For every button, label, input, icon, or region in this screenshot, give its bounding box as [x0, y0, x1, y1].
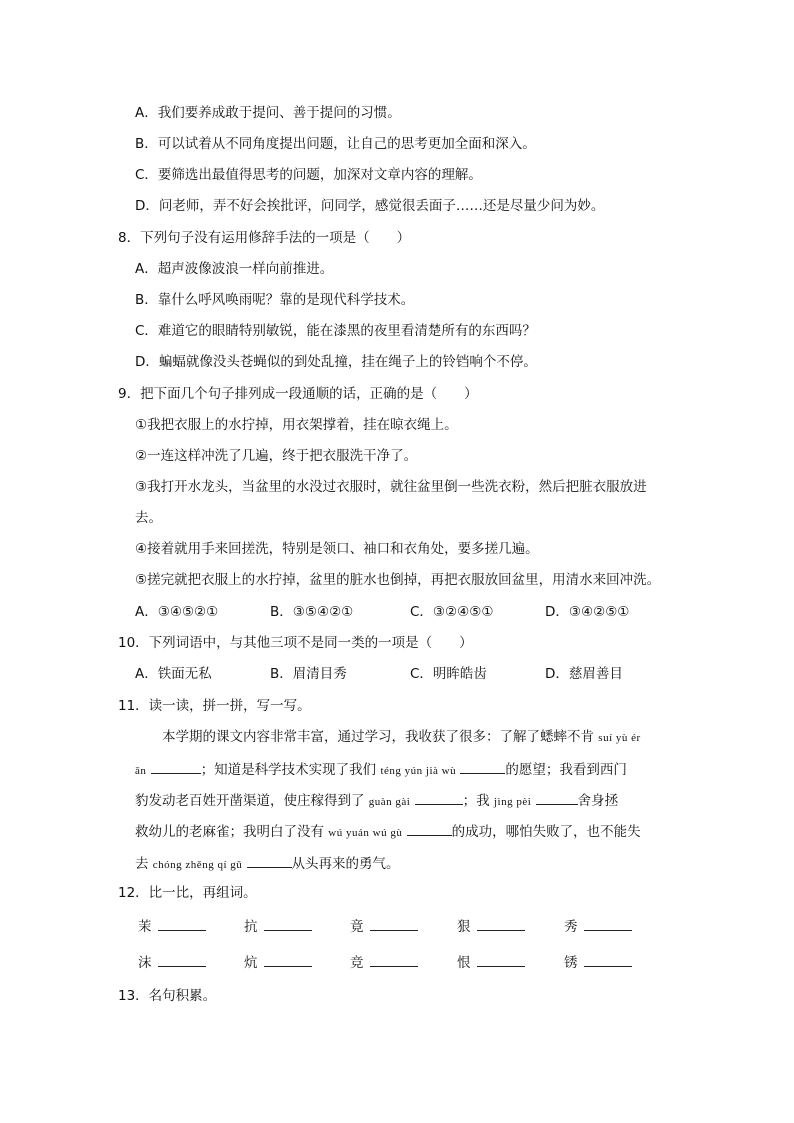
q12-stem: 12．比一比，再组词。 [118, 885, 257, 901]
compare-char: 秀 [564, 919, 578, 935]
q11-text: ；知道是科学技术实现了我们 [200, 762, 377, 778]
q11-text: 舍身拯 [577, 793, 619, 809]
q10-option-d: D．慈眉善目 [545, 666, 623, 682]
q8-option-a: A．超声波像波浪一样向前推进。 [135, 261, 334, 277]
word-blank[interactable] [477, 916, 525, 931]
compare-char-cell [244, 916, 312, 936]
answer-blank[interactable] [460, 759, 505, 774]
q9-sentence-3-cont: 去。 [135, 510, 162, 526]
compare-char: 炕 [244, 955, 258, 971]
compare-char: 竞 [350, 955, 364, 971]
q7-option-d: D．问老师，弄不好会挨批评，问同学，感觉很丢面子……还是尽量少问为妙。 [135, 198, 605, 214]
q9-option-d: D．③④②⑤① [545, 604, 630, 620]
compare-char: 沫 [138, 955, 152, 971]
word-blank[interactable] [370, 952, 418, 967]
q8-option-b: B．靠什么呼风唤雨呢？靠的是现代科学技术。 [135, 292, 415, 308]
q11-text: 去 [135, 856, 149, 872]
q9-stem: 9．把下面几个句子排列成一段通顺的话，正确的是（ ） [118, 386, 478, 402]
compare-char: 竟 [350, 919, 364, 935]
compare-char-cell [457, 916, 525, 936]
compare-char-cell [564, 952, 632, 972]
compare-char: 狠 [457, 919, 471, 935]
compare-char-cell [564, 916, 632, 936]
pinyin-prompt: suí yù ér [598, 732, 641, 744]
q11-text: 救幼儿的老麻雀；我明白了没有 [135, 824, 324, 840]
q11-text: ；我 [462, 793, 490, 809]
q9-sentence-2: ②一连这样冲洗了几遍，终于把衣服洗干净了。 [135, 448, 418, 464]
q11-line-3 [135, 790, 618, 811]
compare-char-cell [138, 916, 206, 936]
q7-option-b: B．可以试着从不同角度提出问题，让自己的思考更加全面和深入。 [135, 136, 536, 152]
q9-option-a: A．③④⑤②① [135, 604, 219, 620]
word-blank[interactable] [584, 952, 632, 967]
compare-char-cell [457, 952, 525, 972]
compare-char-cell [350, 916, 418, 936]
word-blank[interactable] [370, 916, 418, 931]
word-blank[interactable] [264, 952, 312, 967]
pinyin-prompt: téng yún jià wù [380, 765, 457, 777]
compare-char: 恨 [457, 955, 471, 971]
answer-blank[interactable] [247, 853, 292, 868]
pinyin-prompt: guàn gài [368, 796, 411, 808]
q11-line-4 [135, 821, 641, 842]
q11-line-5 [135, 853, 400, 874]
q11-text: 的愿望；我看到西门 [505, 762, 627, 778]
q10-option-b: B．眉清目秀 [270, 666, 347, 682]
word-blank[interactable] [477, 952, 525, 967]
compare-char-cell [350, 952, 418, 972]
compare-char-cell [138, 952, 206, 972]
answer-blank[interactable] [536, 790, 578, 805]
compare-char: 茉 [138, 919, 152, 935]
q9-option-c: C．③②④⑤① [410, 604, 494, 620]
word-blank[interactable] [158, 916, 206, 931]
pinyin-prompt: chóng zhěng qí gǔ [152, 859, 243, 871]
q11-line-1 [162, 728, 641, 747]
word-blank[interactable] [158, 952, 206, 967]
pinyin-prompt: jìng pèi [493, 796, 532, 808]
q8-option-d: D．蝙蝠就像没头苍蝇似的到处乱撞，挂在绳子上的铃铛响个不停。 [135, 354, 537, 370]
compare-char: 锈 [564, 955, 578, 971]
q11-text: 豹发动老百姓开凿渠道，使庄稼得到了 [135, 793, 365, 809]
answer-blank[interactable] [151, 759, 201, 774]
q9-sentence-1: ①我把衣服上的水拧掉，用衣架撑着，挂在晾衣绳上。 [135, 417, 458, 433]
pinyin-prompt: wú yuán wú gù [328, 827, 403, 839]
q10-stem: 10．下列词语中，与其他三项不是同一类的一项是（ ） [118, 635, 473, 651]
word-blank[interactable] [264, 916, 312, 931]
q9-sentence-5: ⑤搓完就把衣服上的水拧掉，盆里的脏水也倒掉，再把衣服放回盆里，用清水来回冲洗。 [135, 572, 661, 588]
q11-text: 本学期的课文内容非常丰富，通过学习，我收获了很多：了解了蟋蟀不肯 [162, 729, 594, 745]
q8-option-c: C．难道它的眼睛特别敏锐，能在漆黑的夜里看清楚所有的东西吗？ [135, 323, 536, 339]
q9-sentence-3: ③我打开水龙头，当盆里的水没过衣服时，就往盆里倒一些洗衣粉，然后把脏衣服放进 [135, 479, 647, 495]
q10-option-c: C．明眸皓齿 [410, 666, 487, 682]
q7-option-a: A．我们要养成敢于提问、善于提问的习惯。 [135, 105, 401, 121]
q8-stem: 8．下列句子没有运用修辞手法的一项是（ ） [118, 230, 411, 246]
answer-blank[interactable] [407, 821, 452, 836]
q7-option-c: C．要筛选出最值得思考的问题，加深对文章内容的理解。 [135, 167, 482, 183]
q11-text: 的成功，哪怕失败了，也不能失 [451, 824, 641, 840]
compare-char-cell [244, 952, 312, 972]
q9-option-b: B．③⑤④②① [270, 604, 354, 620]
q10-option-a: A．铁面无私 [135, 666, 212, 682]
q13-stem: 13．名句积累。 [118, 988, 217, 1004]
word-blank[interactable] [584, 916, 632, 931]
answer-blank[interactable] [415, 790, 463, 805]
q11-line-2 [135, 759, 627, 780]
q11-stem: 11．读一读，拼一拼，写一写。 [118, 698, 311, 714]
pinyin-prompt: ān [135, 765, 147, 777]
q9-sentence-4: ④接着就用手来回搓洗，特别是领口、袖口和衣角处，要多搓几遍。 [135, 541, 539, 557]
q11-text: 从头再来的勇气。 [291, 856, 400, 872]
compare-char: 抗 [244, 919, 258, 935]
